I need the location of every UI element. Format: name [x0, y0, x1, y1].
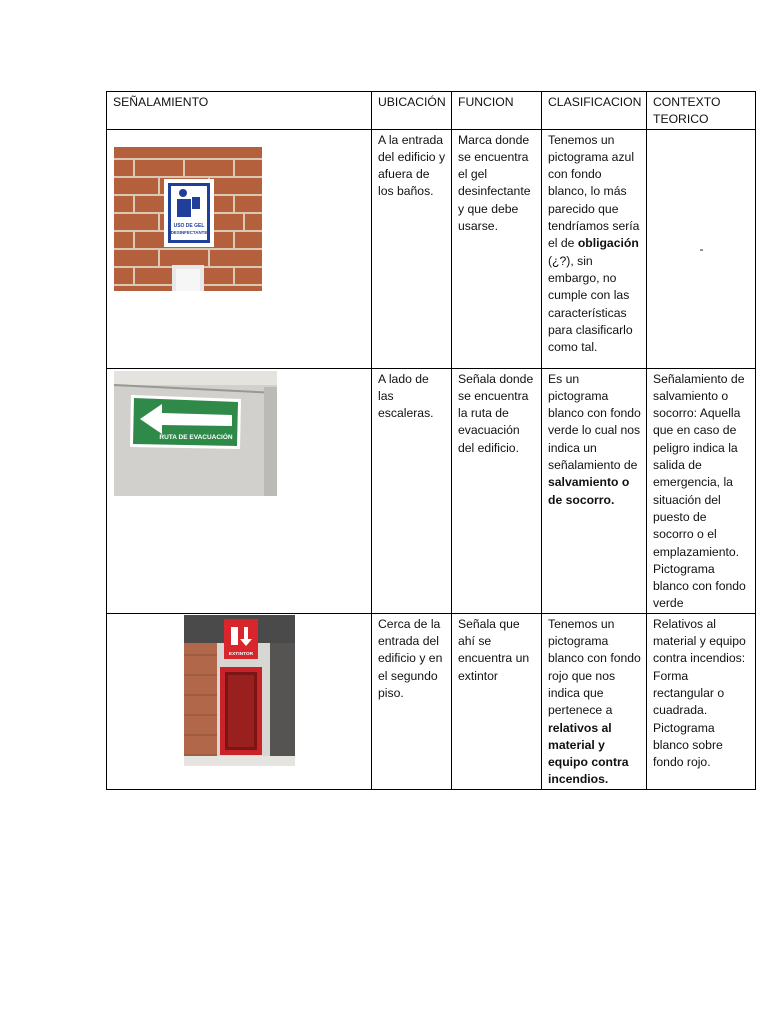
- table-row: [107, 368, 756, 613]
- wall-image: [114, 371, 277, 496]
- extinguisher-wall-image: [184, 615, 295, 766]
- table-row: [107, 129, 756, 368]
- header-ubicacion: UBICACIÓN: [372, 92, 452, 130]
- ubicacion-cell: Cerca de la entrada del edificio y en el segundo piso.: [372, 613, 452, 789]
- ubicacion-cell: A lado de las escaleras.: [372, 368, 452, 613]
- signage-table: [106, 91, 756, 790]
- svg-text:RUTA DE EVACUACIÓN: RUTA DE EVACUACIÓN: [159, 433, 233, 441]
- sanitizer-sign-photo: [114, 147, 262, 291]
- funcion-cell: Señala que ahí se encuentra un extintor: [452, 613, 542, 789]
- contexto-cell: Señalamiento de salvamiento o socorro: Aquella que en caso de peligro indica la salida de emergencia, la situación del puesto de socorro o el emplazamiento. Pictograma blanco con fondo verde: [647, 368, 756, 613]
- svg-text:EXTINTOR: EXTINTOR: [228, 651, 254, 657]
- funcion-cell: Marca donde se encuentra el gel desinfectante y que debe usarse.: [452, 129, 542, 368]
- header-row: [107, 92, 756, 130]
- svg-text:DESINFECTANTE: DESINFECTANTE: [170, 229, 208, 235]
- evacuation-sign-photo: [114, 371, 277, 496]
- extinguisher-sign-photo: [184, 615, 295, 766]
- clasificacion-cell: Es un pictograma blanco con fondo verde lo cual nos indica un señalamiento de salvamiento o de socorro.: [542, 368, 647, 613]
- header-funcion: FUNCION: [452, 92, 542, 130]
- svg-text:USO DE GEL: USO DE GEL: [173, 222, 205, 229]
- header-clasificacion: CLASIFICACION: [542, 92, 647, 130]
- contexto-cell: -: [647, 129, 756, 368]
- clasificacion-cell: Tenemos un pictograma blanco con fondo rojo que nos indica que pertenece a relativos al material y equipo contra incendios.: [542, 613, 647, 789]
- brick-wall-image: [114, 147, 262, 291]
- header-contexto: CONTEXTO TEORICO: [647, 92, 756, 130]
- sign-photo-cell: [107, 613, 372, 789]
- funcion-cell: Señala donde se encuentra la ruta de evacuación del edificio.: [452, 368, 542, 613]
- contexto-cell: Relativos al material y equipo contra incendios: Forma rectangular o cuadrada. Pictograma blanco sobre fondo rojo.: [647, 613, 756, 789]
- sign-photo-cell: [107, 129, 372, 368]
- table-row: [107, 613, 756, 789]
- ubicacion-cell: A la entrada del edificio y afuera de los baños.: [372, 129, 452, 368]
- sign-photo-cell: [107, 368, 372, 613]
- header-senalamiento: SEÑALAMIENTO: [107, 92, 372, 130]
- clasificacion-cell: Tenemos un pictograma azul con fondo blanco, lo más parecido que tendríamos sería el de obligación (¿?), sin embargo, no cumple con las características para clasificarlo como tal.: [542, 129, 647, 368]
